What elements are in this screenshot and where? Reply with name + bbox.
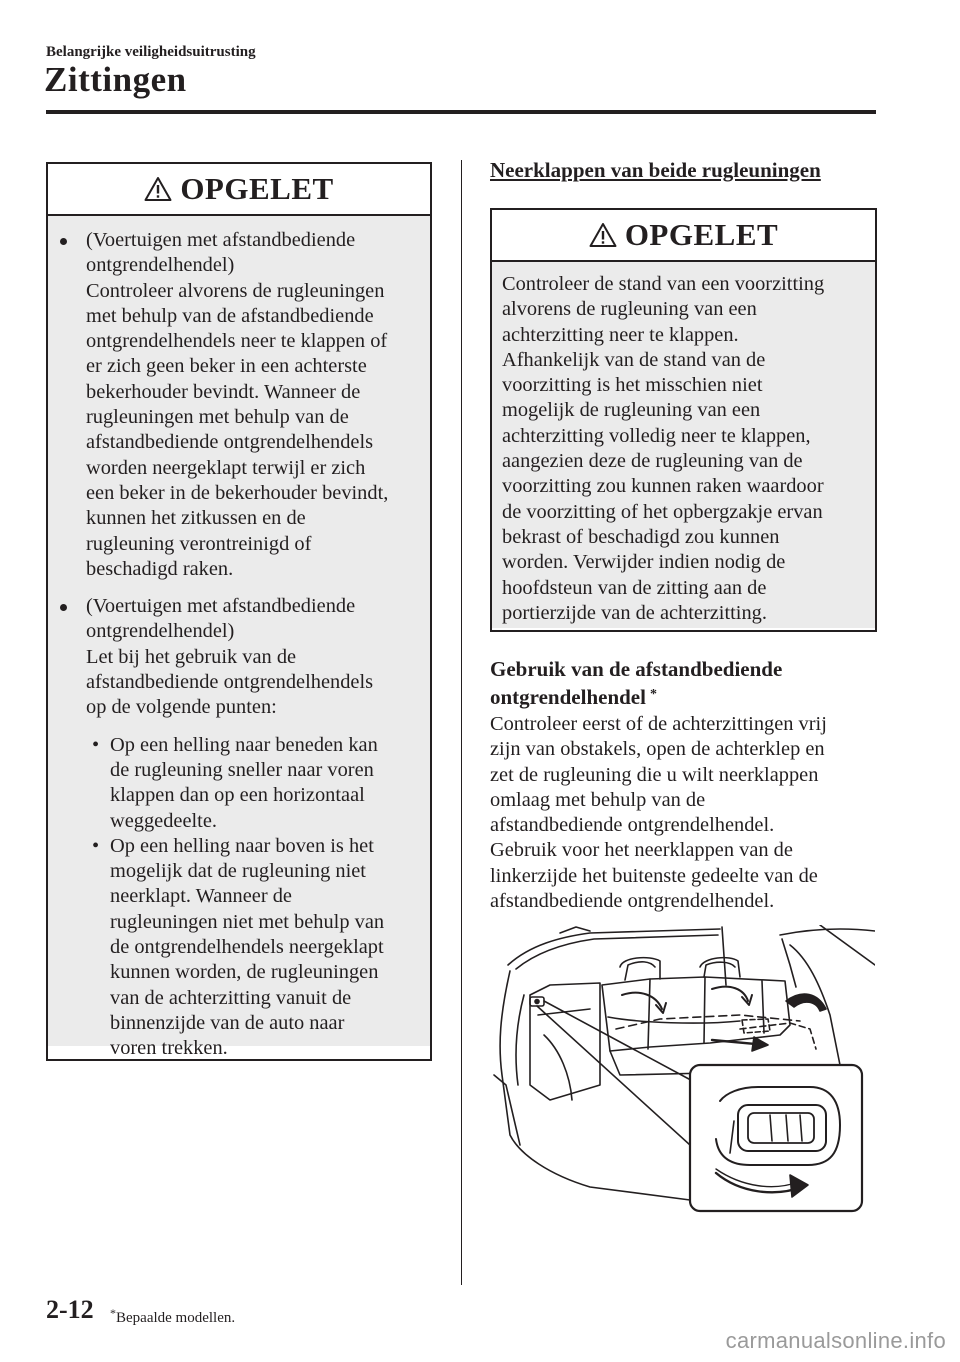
sub-bullet-marker: • (92, 733, 100, 756)
bullet-dot (60, 238, 67, 245)
text-line: Afhankelijk van de stand van de (502, 348, 766, 371)
text-line: de voorzitting of het opbergzakje ervan (502, 500, 823, 523)
text-line: Controleer eerst of de achterzittingen vrij (490, 713, 827, 735)
caution-body (48, 216, 430, 1060)
text-line: neerklapt. Wanneer de (110, 885, 292, 908)
bullet-dot (60, 604, 67, 611)
caution-header (48, 164, 430, 216)
text-line: zijn van obstakels, open de achterklep en (490, 738, 825, 761)
text-line: rugleuning verontreinigd of (86, 532, 312, 555)
text-line: afstandbediende ontgrendelhendel. (490, 890, 775, 913)
text-line: voorzitting zou kunnen raken waardoor (502, 475, 824, 498)
text-line: ontgrendelhendel) (86, 620, 235, 643)
body-paragraph (490, 712, 875, 914)
text-line: Op een helling naar beneden kan (110, 733, 378, 756)
caution-header (492, 210, 875, 262)
text-line: Controleer alvorens de rugleuningen (86, 279, 385, 302)
text-line: Op een helling naar boven is het (110, 834, 374, 857)
watermark: carmanualsonline.info (725, 1328, 946, 1353)
text-line: de ontgrendelhendels neergeklapt (110, 936, 384, 959)
text-line: bekrast of beschadigd zou kunnen (502, 525, 780, 548)
text-line: afstandbediende ontgrendelhendels (86, 671, 374, 694)
text-line: ontgrendelhendels neer te klappen of (86, 330, 388, 353)
text-line: zet de rugleuning die u wilt neerklappen (490, 763, 819, 786)
sub-item-2 (86, 834, 418, 1062)
column-divider (461, 160, 462, 1285)
text-line: kunnen het zitkussen en de (86, 507, 306, 530)
text-line: met behulp van de afstandbediende (86, 304, 374, 327)
caution-body (492, 262, 875, 628)
page-number: 2-12 (46, 1295, 94, 1324)
warning-triangle-icon (589, 222, 617, 248)
text-line: (Voertuigen met afstandbediende (86, 595, 356, 618)
text-line: bekerhouder bevindt. Wanneer de (86, 380, 361, 403)
caution-box-right (490, 208, 877, 632)
section-heading: Neerklappen van beide rugleuningen (490, 158, 821, 182)
text-line: rugleuningen met behulp van de (86, 406, 349, 429)
text-line: er zich geen beker in een achterste (86, 355, 367, 378)
text-line: Let bij het gebruik van de (86, 645, 297, 668)
text-line: achterzitting neer te klappen. (502, 323, 739, 346)
text-line: ontgrendelhendel) (86, 254, 235, 277)
caution-box-left (46, 162, 432, 1061)
footnote-text: Bepaalde modellen. (116, 1310, 236, 1326)
text-line: afstandbediende ontgrendelhendels (86, 431, 374, 454)
text-line: de rugleuning sneller naar voren (110, 758, 374, 781)
text-line: rugleuningen niet met behulp van (110, 910, 385, 933)
text-line: aangezien deze de rugleuning van de (502, 450, 803, 473)
text-line: linkerzijde het buitenste gedeelte van de (490, 864, 818, 887)
text-line: mogelijk de rugleuning van een (502, 399, 761, 422)
sub-bullet-marker: • (92, 834, 100, 857)
caution-bullet-2 (58, 594, 418, 1061)
text-line: weggedeelte. (110, 809, 217, 832)
text-line: klappen dan op een horizontaal (110, 784, 365, 807)
text-line: worden. Verwijder indien nodig de (502, 551, 786, 574)
text-line: achterzitting volledig neer te klappen, (502, 424, 811, 447)
caution-title: OPGELET (624, 217, 779, 252)
text-line: afstandbediende ontgrendelhendel. (490, 814, 775, 837)
text-line: worden neergeklapt terwijl er zich (86, 456, 366, 479)
text-line: binnenzijde van de auto naar (110, 1011, 345, 1034)
text-line: portierzijde van de achterzitting. (502, 601, 767, 624)
text-line: van de achterzitting vanuit de (110, 986, 352, 1009)
sub-item-1 (86, 733, 418, 834)
text-line: beschadigd raken. (86, 557, 234, 580)
text-line: op de volgende punten: (86, 696, 277, 719)
text-line: omlaag met behulp van de (490, 788, 706, 811)
text-line: kunnen worden, de rugleuningen (110, 961, 379, 984)
subheading-line: Gebruik van de afstandbediende (490, 657, 783, 681)
subheading (490, 656, 782, 710)
footnote (110, 1306, 235, 1327)
text-line: mogelijk dat de rugleuning niet (110, 860, 366, 883)
caution-bullet-1 (58, 228, 418, 582)
footnote-star: * (110, 1306, 116, 1320)
page-title: Zittingen (44, 60, 187, 99)
header-rule (46, 110, 876, 114)
warning-triangle-icon (144, 176, 172, 202)
text-line: Controleer de stand van een voorzitting (502, 273, 825, 295)
caution-title: OPGELET (180, 171, 334, 206)
section-label: Belangrijke veiligheidsuitrusting (46, 44, 256, 60)
text-line: voorzitting is het misschien niet (502, 374, 763, 397)
text-line: hoofdsteun van de zitting aan de (502, 576, 767, 599)
text-line: een beker in de bekerhouder bevindt, (86, 481, 389, 504)
subheading-line: ontgrendelhendel (490, 685, 646, 709)
text-line: (Voertuigen met afstandbediende (86, 229, 356, 251)
cargo-area-remote-lever-illustration (490, 925, 875, 1215)
text-line: alvorens de rugleuning van een (502, 298, 757, 321)
text-line: Gebruik voor het neerklappen van de (490, 839, 793, 862)
footnote-star: * (649, 687, 657, 702)
text-line: voren trekken. (110, 1037, 228, 1060)
sub-list (86, 733, 418, 1062)
